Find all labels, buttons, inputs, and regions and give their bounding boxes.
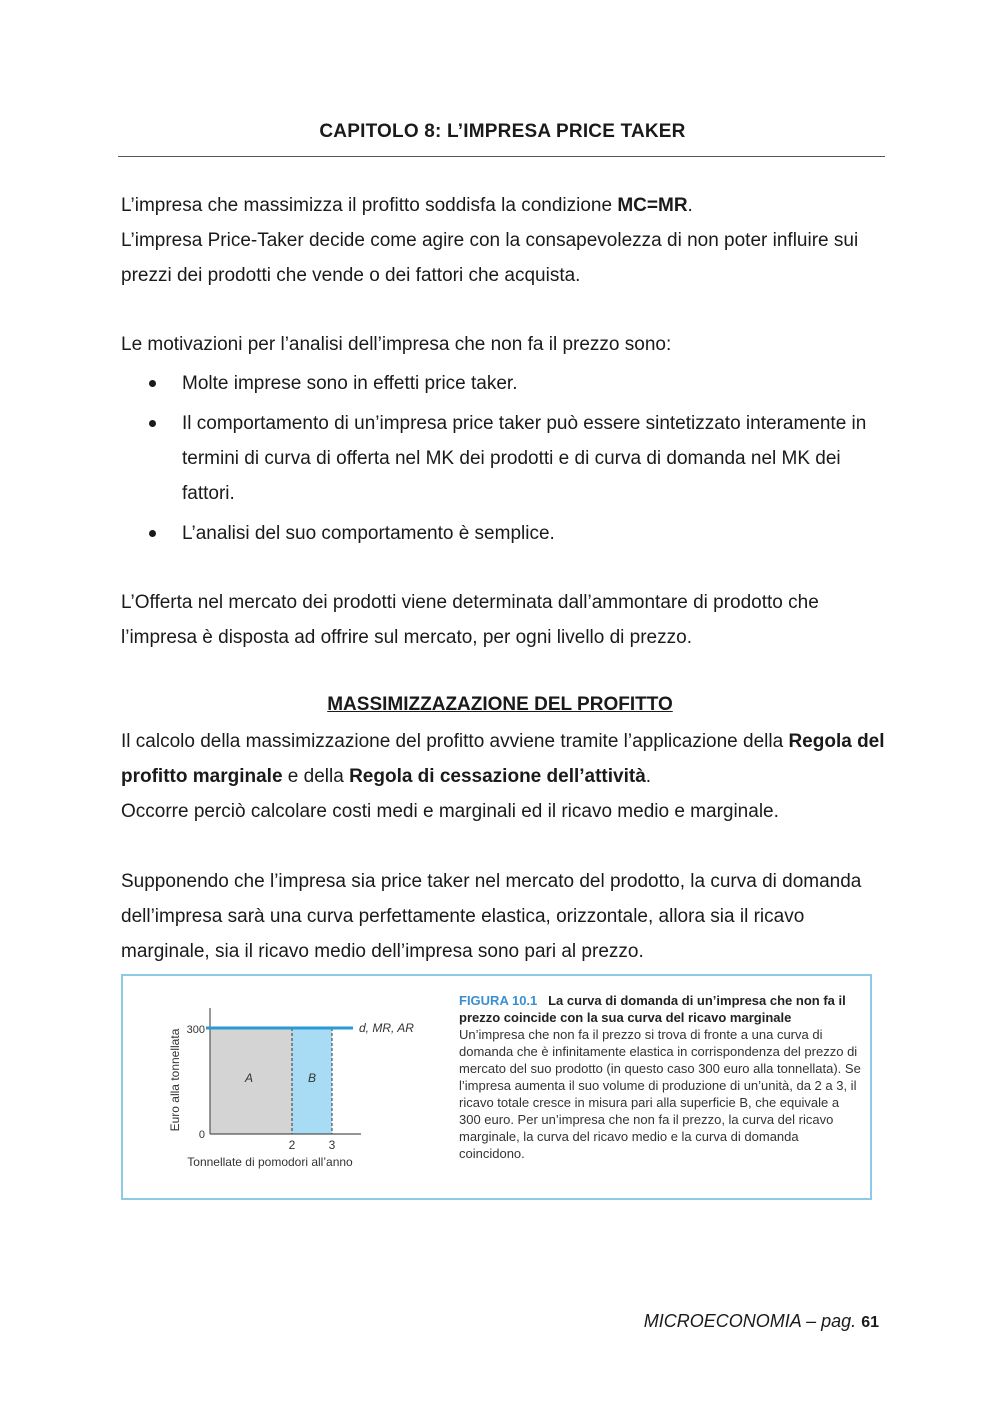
paragraph-offerta: L’Offerta nel mercato dei prodotti viene determinata dall’ammontare di prodotto che l’impresa è disposta ad offrire sul mercato, per ogni livello di prezzo. [121,592,819,648]
paragraph-motivations: Le motivazioni per l’analisi dell’impresa che non fa il prezzo sono: [121,334,672,355]
title-divider [118,156,885,157]
chapter-title: CAPITOLO 8: L’IMPRESA PRICE TAKER [319,121,686,142]
y-axis-label: Euro alla tonnellata [168,1028,182,1132]
paragraph-supponendo: Supponendo che l’impresa sia price taker nel mercato del prodotto, la curva di domanda dell’impresa sarà una curva perfettamente elastica, orizzontale, allora sia il ricavo marginale, sia il ricavo medio dell’impresa sono pari al prezzo. [121,871,862,962]
page-number: 61 [861,1314,879,1331]
rule-profit-bold: Regola del profitto marginale [121,731,885,787]
paragraph-intro [121,188,891,293]
paragraph-calcolo: Il calcolo della massimizzazione del profitto avviene tramite l’applicazione della Regola del profitto marginale e della Regola di cessazione dell’attività. Occorre perciò calcolare costi medi e marginali ed il ricavo medio e marginale. [121,731,885,822]
page-footer [644,1311,879,1332]
motivations-list [121,366,881,556]
y-tick-label: 0 [198,1129,205,1141]
figure-box [121,974,872,1200]
list-item: L’analisi del suo comportamento è semplice. [121,516,881,551]
list-item: Molte imprese sono in effetti price taker. [121,366,881,401]
figure-body: Un’impresa che non fa il prezzo si trova di fronte a una curva di domanda che è infinitamente elastica in corrispondenza del prezzo di mercato del suo prodotto (in questo caso 300 euro alla tonnellata). Se l’impresa aumenta il suo volume di produzione di un’unità, da 2 a 3, il ricavo totale cresce in misura pari alla superficie B, che equivale a 300 euro. Per un’impresa che non fa il prezzo, la curva del ricavo marginale, la curva del ricavo medio e la curva di domanda coincidono. [459,1027,861,1161]
x-axis-label: Tonnellate di pomodori all’anno [187,1155,353,1169]
intro-rest: L’impresa Price-Taker decide come agire con la consapevolezza di non poter influire sui prezzi dei prodotti che vende o dei fattori che acquista. [121,230,859,286]
bullet-icon [149,420,156,427]
footer-text: MICROECONOMIA – pag. [643,1311,857,1331]
y-tick-label: 300 [186,1024,205,1036]
bullet-icon [149,530,156,537]
bullet-icon [149,380,156,387]
section-subtitle: MASSIMIZZAZAZIONE DEL PROFITTO [327,694,673,715]
intro-text: L’impresa che massimizza il profitto soddisfa la condizione [121,195,618,216]
list-item: Il comportamento di un’impresa price taker può essere sintetizzato interamente in termini di curva di offerta nel MK dei prodotti e di curva di domanda nel MK dei fattori. [121,406,881,511]
rule-shutdown-bold: Regola di cessazione dell’attività [349,766,646,787]
figure-number: FIGURA 10.1 [459,993,538,1008]
x-tick-label: 3 [328,1138,336,1152]
intro-bold-condition: MC=MR [617,195,688,216]
figure-caption [459,992,864,1162]
intro-period: . [687,195,693,216]
curve-label: d, MR, AR [359,1021,414,1035]
area-a-label: A [244,1071,254,1085]
figure-title: La curva di domanda di un’impresa che non fa il prezzo coincide con la sua curva del ricavo marginale [459,993,846,1025]
area-b-label: B [307,1071,317,1085]
x-tick-label: 2 [288,1138,296,1152]
demand-chart [123,976,459,1198]
